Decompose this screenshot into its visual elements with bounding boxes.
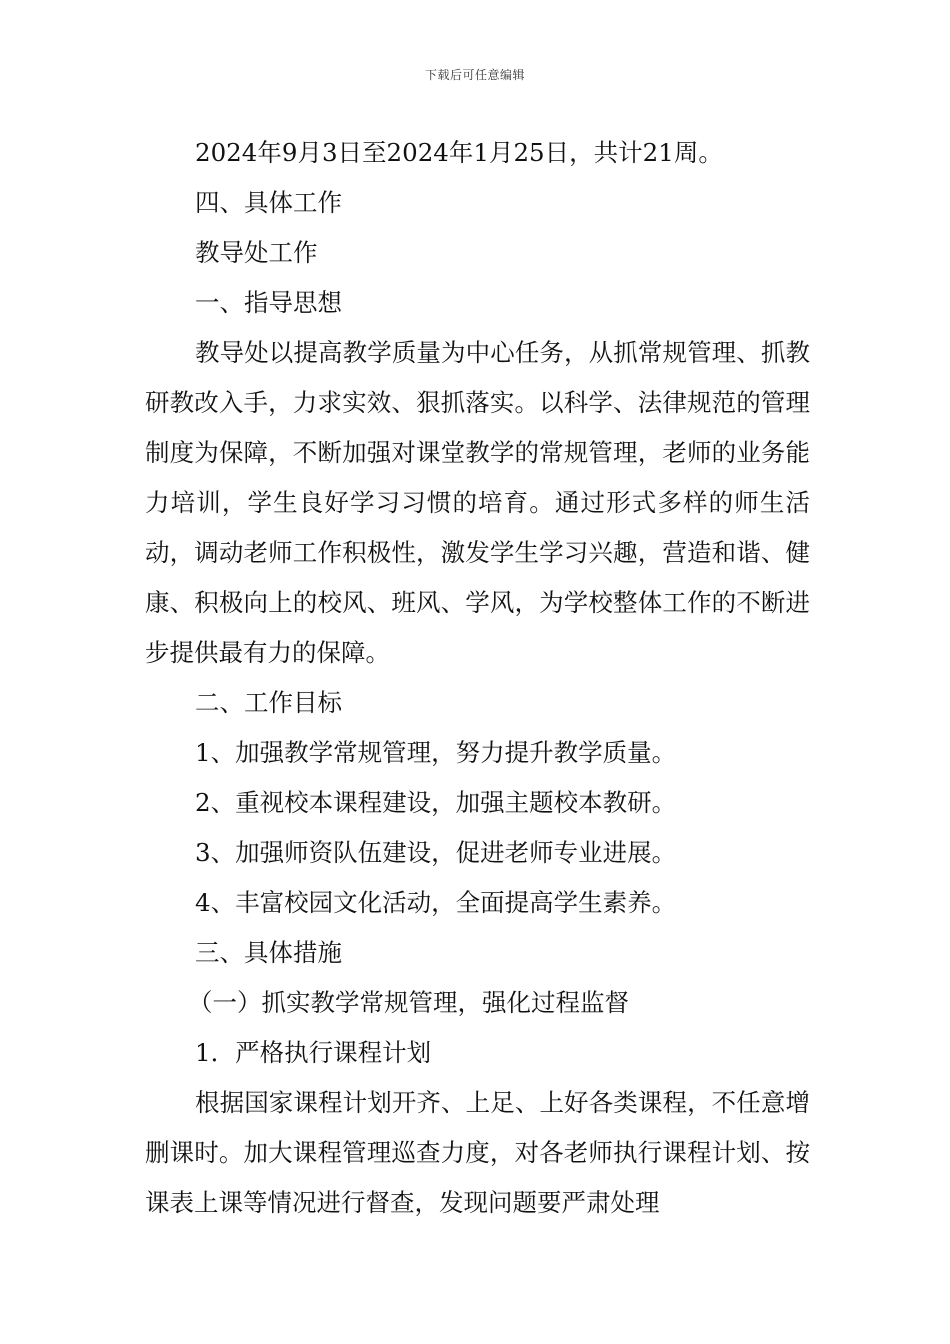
subsection-heading: （一）抓实教学常规管理，强化过程监督 <box>188 988 629 1017</box>
subsection-heading: 教导处工作 <box>195 238 318 267</box>
subsection-heading: 1．严格执行课程计划 <box>195 1038 432 1067</box>
list-item: 4、丰富校园文化活动，全面提高学生素养。 <box>195 888 677 917</box>
schedule-paragraph: 2024年9月3日至2024年1月25日，共计21周。 <box>195 138 723 167</box>
body-paragraph: 教导处以提高教学质量为中心任务，从抓常规管理、抓教研教改入手，力求实效、狠抓落实。以科学、法律规范的管理制度为保障，不断加强对课堂教学的常规管理，老师的业务能力培训，学生良好学习习惯的培育。通过形式多样的师生活动，调动老师工作积极性，激发学生学习兴趣，营造和谐、健康、积极向上的校风、班风、学风，为学校整体工作的不断进步提供最有力的保障。 <box>145 338 810 667</box>
body-paragraph: 根据国家课程计划开齐、上足、上好各类课程，不任意增删课时。加大课程管理巡查力度，对各老师执行课程计划、按课表上课等情况进行督查，发现问题要严肃处理 <box>145 1088 810 1217</box>
document-body <box>145 128 810 1228</box>
list-item: 2、重视校本课程建设，加强主题校本教研。 <box>195 788 677 817</box>
list-item: 1、加强教学常规管理，努力提升教学质量。 <box>195 738 677 767</box>
section-heading: 四、具体工作 <box>195 188 342 217</box>
page-header: 下载后可任意编辑 <box>424 68 525 82</box>
list-item: 3、加强师资队伍建设，促进老师专业进展。 <box>195 838 677 867</box>
section-heading: 二、工作目标 <box>195 688 342 717</box>
section-heading: 一、指导思想 <box>195 288 342 317</box>
section-heading: 三、具体措施 <box>195 938 342 967</box>
